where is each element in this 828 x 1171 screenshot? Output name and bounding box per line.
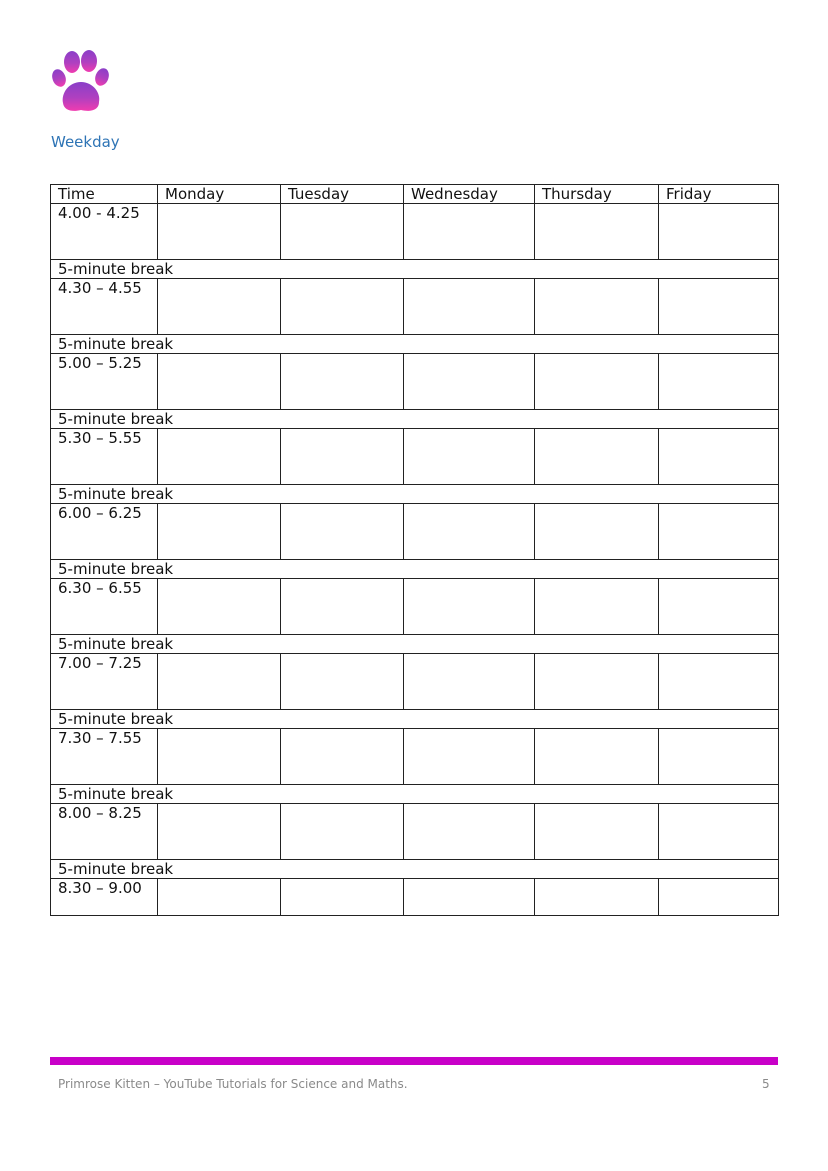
table-header-row <box>51 185 779 204</box>
schedule-cell-tuesday[interactable] <box>281 504 404 560</box>
break-row <box>51 335 779 354</box>
break-label: 5-minute break <box>51 560 779 579</box>
table-row <box>51 879 779 916</box>
schedule-cell-tuesday[interactable] <box>281 729 404 785</box>
break-label: 5-minute break <box>51 260 779 279</box>
schedule-cell-monday[interactable] <box>158 729 281 785</box>
schedule-cell-thursday[interactable] <box>535 279 659 335</box>
break-row <box>51 785 779 804</box>
column-header-time: Time <box>51 185 158 204</box>
schedule-cell-friday[interactable] <box>659 579 779 635</box>
time-slot-cell: 6.00 – 6.25 <box>51 504 158 560</box>
schedule-cell-thursday[interactable] <box>535 804 659 860</box>
schedule-cell-friday[interactable] <box>659 279 779 335</box>
break-label: 5-minute break <box>51 410 779 429</box>
schedule-cell-friday[interactable] <box>659 504 779 560</box>
paw-print-icon <box>51 49 111 113</box>
schedule-cell-wednesday[interactable] <box>404 429 535 485</box>
time-slot-cell: 5.00 – 5.25 <box>51 354 158 410</box>
time-slot-cell: 7.30 – 7.55 <box>51 729 158 785</box>
schedule-cell-thursday[interactable] <box>535 429 659 485</box>
table-row <box>51 204 779 260</box>
schedule-cell-thursday[interactable] <box>535 654 659 710</box>
schedule-cell-wednesday[interactable] <box>404 204 535 260</box>
schedule-cell-friday[interactable] <box>659 204 779 260</box>
schedule-cell-monday[interactable] <box>158 879 281 916</box>
table-row <box>51 429 779 485</box>
table-row <box>51 804 779 860</box>
break-label: 5-minute break <box>51 710 779 729</box>
break-row <box>51 710 779 729</box>
schedule-cell-friday[interactable] <box>659 804 779 860</box>
schedule-cell-tuesday[interactable] <box>281 804 404 860</box>
break-label: 5-minute break <box>51 485 779 504</box>
schedule-cell-thursday[interactable] <box>535 204 659 260</box>
time-slot-cell: 8.00 – 8.25 <box>51 804 158 860</box>
schedule-cell-friday[interactable] <box>659 354 779 410</box>
schedule-cell-thursday[interactable] <box>535 729 659 785</box>
schedule-cell-monday[interactable] <box>158 429 281 485</box>
schedule-cell-monday[interactable] <box>158 504 281 560</box>
schedule-cell-wednesday[interactable] <box>404 504 535 560</box>
schedule-cell-thursday[interactable] <box>535 579 659 635</box>
schedule-cell-wednesday[interactable] <box>404 879 535 916</box>
schedule-cell-thursday[interactable] <box>535 879 659 916</box>
break-label: 5-minute break <box>51 335 779 354</box>
break-row <box>51 635 779 654</box>
time-slot-cell: 6.30 – 6.55 <box>51 579 158 635</box>
column-header-tuesday: Tuesday <box>281 185 404 204</box>
schedule-cell-monday[interactable] <box>158 654 281 710</box>
footer-text: Primrose Kitten – YouTube Tutorials for Science and Maths. <box>58 1077 408 1091</box>
column-header-friday: Friday <box>659 185 779 204</box>
schedule-cell-tuesday[interactable] <box>281 579 404 635</box>
time-slot-cell: 5.30 – 5.55 <box>51 429 158 485</box>
schedule-cell-wednesday[interactable] <box>404 654 535 710</box>
schedule-cell-tuesday[interactable] <box>281 654 404 710</box>
schedule-cell-friday[interactable] <box>659 429 779 485</box>
break-row <box>51 260 779 279</box>
table-row <box>51 504 779 560</box>
break-row <box>51 860 779 879</box>
footer-divider-bar <box>50 1057 778 1065</box>
schedule-cell-tuesday[interactable] <box>281 879 404 916</box>
time-slot-cell: 7.00 – 7.25 <box>51 654 158 710</box>
break-row <box>51 410 779 429</box>
break-label: 5-minute break <box>51 860 779 879</box>
schedule-cell-monday[interactable] <box>158 354 281 410</box>
schedule-cell-tuesday[interactable] <box>281 354 404 410</box>
schedule-cell-wednesday[interactable] <box>404 729 535 785</box>
table-row <box>51 354 779 410</box>
schedule-cell-tuesday[interactable] <box>281 279 404 335</box>
break-row <box>51 485 779 504</box>
table-row <box>51 729 779 785</box>
schedule-cell-tuesday[interactable] <box>281 204 404 260</box>
table-row <box>51 654 779 710</box>
schedule-cell-thursday[interactable] <box>535 354 659 410</box>
schedule-cell-wednesday[interactable] <box>404 579 535 635</box>
time-slot-cell: 4.30 – 4.55 <box>51 279 158 335</box>
table-row <box>51 279 779 335</box>
weekday-schedule-table <box>50 184 779 916</box>
schedule-cell-tuesday[interactable] <box>281 429 404 485</box>
column-header-thursday: Thursday <box>535 185 659 204</box>
column-header-wednesday: Wednesday <box>404 185 535 204</box>
page-number: 5 <box>762 1077 770 1091</box>
column-header-monday: Monday <box>158 185 281 204</box>
break-label: 5-minute break <box>51 635 779 654</box>
schedule-cell-monday[interactable] <box>158 804 281 860</box>
schedule-cell-friday[interactable] <box>659 654 779 710</box>
time-slot-cell: 8.30 – 9.00 <box>51 879 158 916</box>
break-row <box>51 560 779 579</box>
schedule-cell-friday[interactable] <box>659 879 779 916</box>
break-label: 5-minute break <box>51 785 779 804</box>
schedule-cell-monday[interactable] <box>158 279 281 335</box>
time-slot-cell: 4.00 - 4.25 <box>51 204 158 260</box>
schedule-cell-monday[interactable] <box>158 579 281 635</box>
page-title: Weekday <box>51 133 120 151</box>
schedule-cell-friday[interactable] <box>659 729 779 785</box>
table-row <box>51 579 779 635</box>
schedule-cell-thursday[interactable] <box>535 504 659 560</box>
schedule-cell-wednesday[interactable] <box>404 804 535 860</box>
schedule-cell-wednesday[interactable] <box>404 279 535 335</box>
schedule-cell-wednesday[interactable] <box>404 354 535 410</box>
schedule-cell-monday[interactable] <box>158 204 281 260</box>
